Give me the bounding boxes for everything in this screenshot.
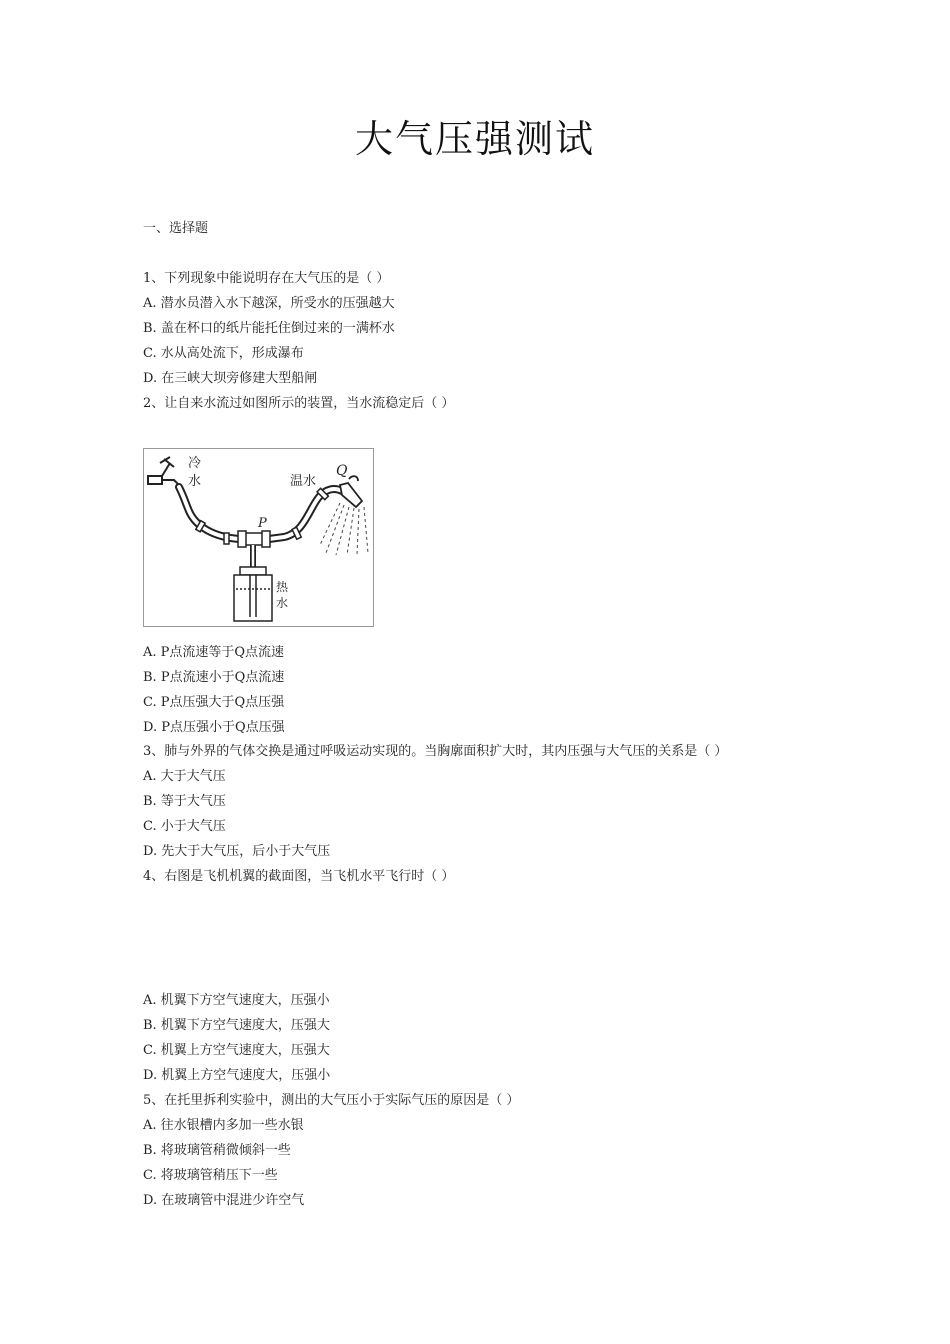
- water-flow-diagram: [144, 449, 373, 626]
- question-3-option-a: A. 大于大气压: [143, 769, 226, 784]
- question-5-option-d: D. 在玻璃管中混进少许空气: [143, 1193, 305, 1208]
- question-3-option-c: C. 小于大气压: [143, 819, 226, 834]
- question-5-option-b: B. 将玻璃管稍微倾斜一些: [143, 1143, 291, 1158]
- question-1-option-a: A. 潜水员潜入水下越深，所受水的压强越大: [143, 296, 395, 311]
- question-2-option-a: A. P点流速等于Q点流速: [143, 645, 285, 660]
- question-5-stem: 5、在托里拆利实验中，测出的大气压小于实际气压的原因是（ ）: [143, 1093, 520, 1108]
- question-1-option-c: C. 水从高处流下，形成瀑布: [143, 346, 304, 361]
- question-4-stem: 4、右图是飞机机翼的截面图，当飞机水平飞行时（ ）: [143, 869, 455, 884]
- question-2-stem: 2、让自来水流过如图所示的装置，当水流稳定后（ ）: [143, 396, 455, 411]
- bottle-icon: [234, 567, 272, 621]
- question-1-option-d: D. 在三峡大坝旁修建大型船闸: [143, 371, 318, 386]
- question-3-option-b: B. 等于大气压: [143, 794, 226, 809]
- page-title: 大气压强测试: [354, 117, 595, 161]
- tee-joint: [238, 531, 270, 547]
- question-3-stem: 3、肺与外界的气体交换是通过呼吸运动实现的。当胸廓面积扩大时，其内压强与大气压的关系是（ ）: [143, 744, 728, 759]
- question-5-option-a: A. 往水银槽内多加一些水银: [143, 1118, 304, 1133]
- point-q-label: Q: [336, 463, 348, 479]
- question-2-option-b: B. P点流速小于Q点流速: [143, 670, 285, 685]
- question-4-option-c: C. 机翼上方空气速度大，压强大: [143, 1043, 330, 1058]
- question-4-option-a: A. 机翼下方空气速度大，压强小: [143, 993, 330, 1008]
- water-flow-figure: [143, 448, 374, 627]
- question-2-option-d: D. P点压强小于Q点压强: [143, 720, 285, 735]
- pipe-left: [179, 487, 269, 539]
- shower-head-icon: [340, 476, 362, 507]
- pipe-right: [269, 489, 342, 539]
- water-spray: [320, 503, 368, 555]
- question-5-option-c: C. 将玻璃管稍压下一些: [143, 1168, 278, 1183]
- section-heading: 一、选择题: [143, 221, 209, 236]
- question-4-option-d: D. 机翼上方空气速度大，压强小: [143, 1068, 331, 1083]
- cold-water-label-2: 水: [188, 474, 202, 489]
- point-p-label: P: [258, 516, 267, 531]
- question-1-stem: 1、下列现象中能说明存在大气压的是（ ）: [143, 271, 390, 286]
- warm-water-label: 温水: [290, 474, 317, 489]
- question-2-option-c: C. P点压强大于Q点压强: [143, 695, 285, 710]
- hot-water-label-2: 水: [276, 596, 289, 610]
- hot-water-label-1: 热: [276, 580, 289, 594]
- cold-water-label-1: 冷: [188, 456, 202, 471]
- question-1-option-b: B. 盖在杯口的纸片能托住倒过来的一满杯水: [143, 321, 395, 336]
- question-4-option-b: B. 机翼下方空气速度大，压强大: [143, 1018, 330, 1033]
- question-3-option-d: D. 先大于大气压，后小于大气压: [143, 844, 331, 859]
